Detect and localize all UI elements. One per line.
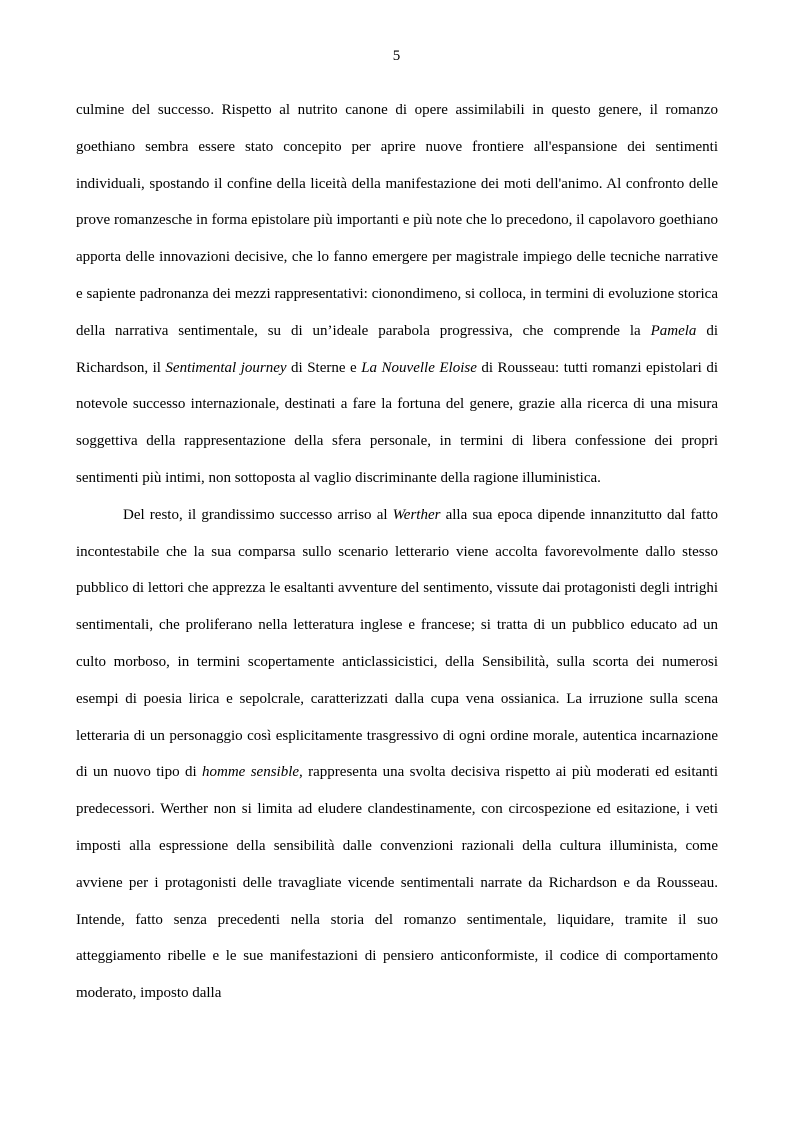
- text-run: rappresenta una svolta decisiva rispetto ai più moderati ed esitanti predecessori. Werther non si limita ad eludere clandestinamente, con circospezione ed esitazione, i veti imposti alla espressione della sensibilità dalle convenzioni razionali della cultura illuminista, come avviene per i protagonisti delle travagliate vicende sentimentali narrate da Richardson e da Rousseau. Intende, fatto senza precedenti nella storia del romanzo sentimentale, liquidare, tramite il suo atteggiamento ribelle e le sue manifestazioni di pensiero anticonformiste, il codice di comportamento moderato, imposto dalla: [76, 764, 718, 1002]
- title-la-nouvelle-eloise: La Nouvelle Eloise: [361, 359, 477, 376]
- page-number: 5: [392, 48, 401, 64]
- text-run: culmine del successo. Rispetto al nutrito canone di opere assimilabili in questo genere, il romanzo goethiano sembra essere stato concepito per aprire nuove frontiere all'espansione dei sentimenti individuali, spostando il confine della liceità della manifestazione dei moti dell'animo. Al confronto delle prove romanzesche in forma epistolare più importanti e più note che lo precedono, il capolavoro goethiano apporta delle innovazioni decisive, che lo fanno emergere per magistrale impiego delle tecniche narrative e sapiente padronanza dei mezzi rappresentativi: cionondimeno, si colloca, in termini di evoluzione storica della narrativa sentimentale, su di un’ideale parabola progressiva, che comprende la: [76, 102, 718, 339]
- title-werther: Werther: [392, 506, 441, 523]
- text-run: di Sterne e: [286, 359, 362, 376]
- title-pamela: Pamela: [650, 322, 697, 339]
- title-sentimental-journey: Sentimental journey: [165, 359, 287, 376]
- text-run: Del resto, il grandissimo successo arriso al: [123, 506, 393, 523]
- text-run: di Rousseau: tutti romanzi epistolari di notevole successo internazionale, destinati a fare la fortuna del genere, grazie alla ricerca di una misura soggettiva della rappresentazione della sfera personale, in termini di libera confessione dei propri sentimenti più intimi, non sottoposta al vaglio discriminante della ragione illuministica.: [76, 359, 718, 486]
- body-text: [76, 92, 718, 1012]
- text-run: di Richardson, il: [76, 322, 718, 376]
- text-run: alla sua epoca dipende innanzitutto dal fatto incontestabile che la sua comparsa sullo scenario letterario viene accolta favorevolmente dallo stesso pubblico di lettori che apprezza le esaltanti avventure del sentimento, vissute dai protagonisti degli intrighi sentimentali, che proliferano nella letteratura inglese e francese; si tratta di un pubblico educato ad un culto morboso, in termini scopertamente anticlassicistici, della Sensibilità, sulla scorta dei numerosi esempi di poesia lirica e sepolcrale, caratterizzati dalla cupa vena ossianica. La irruzione sulla scena letteraria di un personaggio così esplicitamente trasgressivo di ogni ordine morale, autentica incarnazione di un nuovo tipo di: [76, 506, 718, 781]
- term-homme-sensible: homme sensible,: [202, 764, 303, 781]
- paragraph-2: [76, 497, 718, 1012]
- paragraph-1: [76, 92, 718, 497]
